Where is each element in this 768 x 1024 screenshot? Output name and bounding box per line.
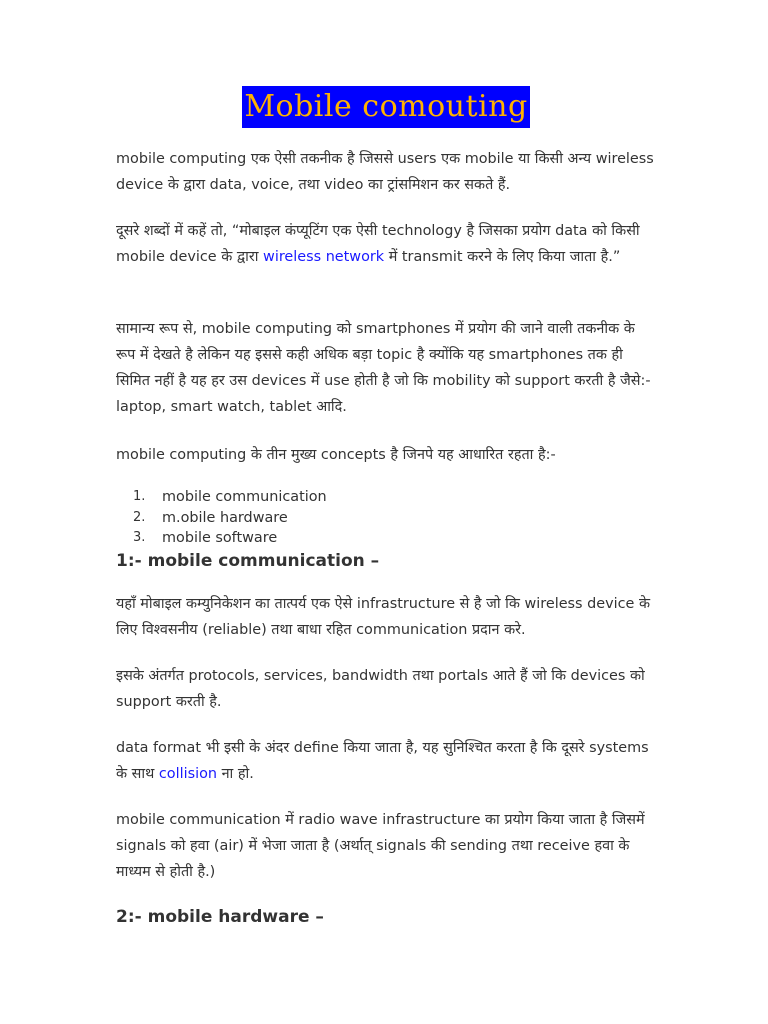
data-format-text-start: data format भी इसी के अंदर define किया जाता है, यह सुनिश्चित करता है कि दूसरे systems के साथ <box>116 740 649 782</box>
intro-paragraph: mobile computing एक ऐसी तकनीक है जिससे users एक mobile या किसी अन्य wireless device के द्वारा data, voice, तथा video का ट्रांसमिशन कर सकते हैं. <box>116 151 654 193</box>
page-title: Mobile comouting <box>242 86 529 128</box>
section-heading-hardware: 2:- mobile hardware – <box>116 907 324 927</box>
definition-text-start: दूसरे शब्दों में कहें तो, “मोबाइल कंप्यूटिंग एक ऐसी technology है जिसका प्रयोग data को किसी mobile device के द्वारा <box>116 223 640 265</box>
list-label: mobile software <box>162 530 278 546</box>
list-number: 1. <box>133 489 146 504</box>
list-label: mobile communication <box>162 489 327 505</box>
wireless-network-link[interactable]: wireless network <box>263 249 385 265</box>
concepts-list <box>116 487 327 549</box>
list-item <box>116 487 327 508</box>
list-item <box>116 508 327 529</box>
data-format-text-end: ना हो. <box>217 766 254 782</box>
title-wrapper <box>116 86 656 128</box>
definition-paragraph <box>116 218 656 270</box>
list-item <box>116 528 327 549</box>
article <box>116 0 656 927</box>
definition-text-end: में transmit करने के लिए किया जाता है.” <box>384 249 621 265</box>
list-label: m.obile hardware <box>162 509 288 526</box>
radio-wave-paragraph: mobile communication में radio wave infrastructure का प्रयोग किया जाता है जिसमें signals को हवा (air) में भेजा जाता है (अर्थात् signals की sending तथा receive हवा के माध्यम से होती है.) <box>116 812 645 880</box>
concepts-intro-paragraph: mobile computing के तीन मुख्य concepts है जिनपे यह आधारित रहता है:- <box>116 447 556 463</box>
communication-paragraph: यहाँ मोबाइल कम्युनिकेशन का तात्पर्य एक ऐसे infrastructure से है जो कि wireless device के लिए विश्वसनीय (reliable) तथा बाधा रहित communication प्रदान करे. <box>116 596 651 638</box>
general-paragraph: सामान्य रूप से, mobile computing को smartphones में प्रयोग की जाने वाली तकनीक के रूप में देखते है लेकिन यह इससे कही अधिक बड़ा topic है क्योंकि यह smartphones तक ही सिमित नहीं है यह हर उस devices में use होती है जो कि mobility को support करती है जैसे:- laptop, smart watch, tablet आदि. <box>116 321 651 415</box>
protocols-paragraph: इसके अंतर्गत protocols, services, bandwidth तथा portals आते हैं जो कि devices को support करती है. <box>116 668 645 710</box>
section-heading-communication: 1:- mobile communication – <box>116 551 380 571</box>
data-format-paragraph <box>116 735 656 787</box>
list-number: 3. <box>133 530 146 545</box>
list-number: 2. <box>133 509 146 525</box>
collision-link[interactable]: collision <box>158 766 217 782</box>
